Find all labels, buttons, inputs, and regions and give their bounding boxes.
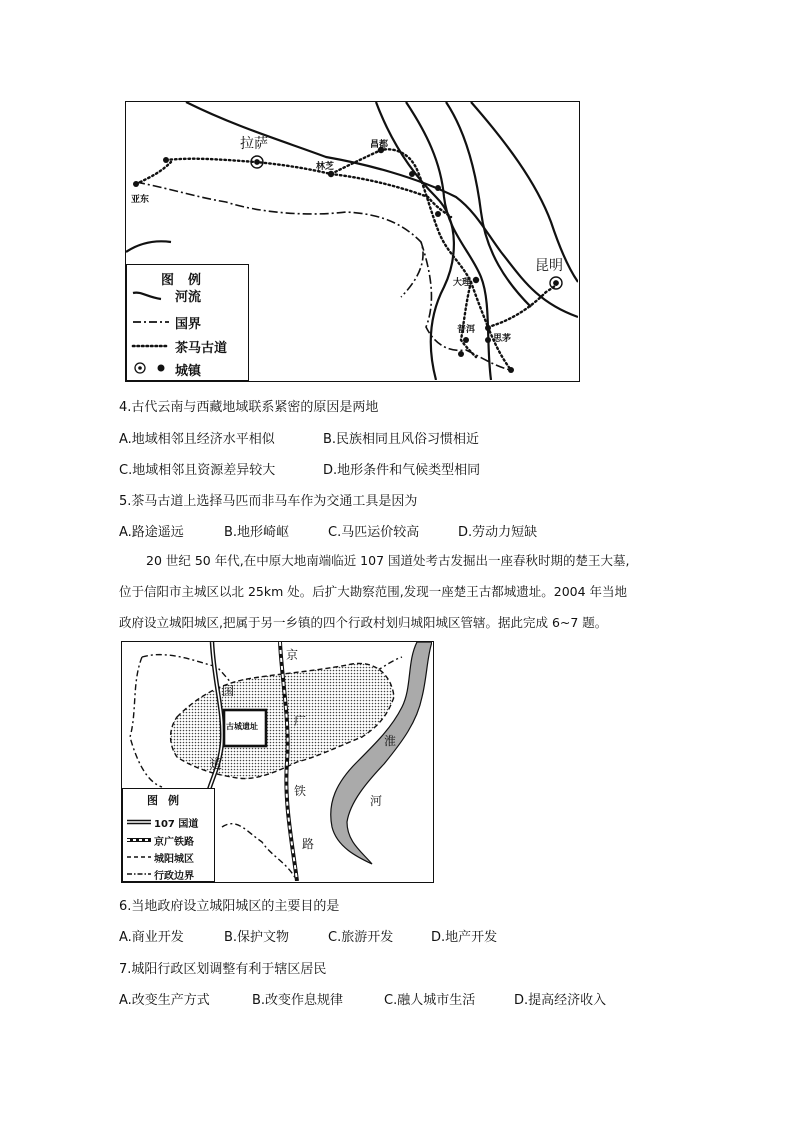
question-5-option-c: C.马匹运价较高: [328, 525, 420, 540]
tea-horse-road-map: [125, 101, 580, 382]
label-dao: 道: [210, 757, 223, 771]
label-dali: 大理: [453, 278, 472, 288]
label-qamdo: 昌都: [370, 140, 389, 150]
question-4-option-d: D.地形条件和气候类型相同: [323, 463, 481, 478]
question-5-option-d: D.劳动力短缺: [458, 525, 538, 540]
label-kunming: 昆明: [535, 258, 563, 274]
map1-legend-road: 茶马古道: [175, 341, 228, 356]
question-7-option-a: A.改变生产方式: [119, 993, 210, 1008]
map1-legend: [126, 264, 249, 381]
question-5-option-a: A.路途遥远: [119, 525, 184, 540]
map2-legend-title: 图例: [147, 794, 189, 807]
map1-legend-border: 国界: [175, 317, 202, 332]
question-6-option-a: A.商业开发: [119, 930, 184, 945]
label-huai: 淮: [384, 734, 397, 748]
map1-legend-town: 城镇: [175, 364, 202, 379]
label-site: 古城遗址: [226, 722, 258, 731]
question-6-option-b: B.保护文物: [224, 930, 290, 945]
label-guo: 国: [222, 684, 235, 698]
question-6-stem: 6.当地政府设立城阳城区的主要目的是: [119, 899, 340, 914]
label-guang: 广: [294, 714, 307, 728]
question-5-option-b: B.地形崎岖: [224, 525, 290, 540]
question-7-option-d: D.提高经济收入: [514, 993, 607, 1008]
question-6-option-d: D.地产开发: [431, 930, 498, 945]
question-4-option-a: A.地域相邻且经济水平相似: [119, 432, 275, 447]
map2-legend: [122, 788, 215, 882]
question-4-option-b: B.民族相同且风俗习惯相近: [323, 432, 480, 447]
label-tie: 铁: [294, 784, 307, 798]
question-7-option-b: B.改变作息规律: [252, 993, 344, 1008]
label-jing: 京: [286, 648, 299, 662]
label-puer: 普洱: [457, 325, 476, 335]
map1-legend-river: 河流: [175, 290, 202, 305]
label-he: 河: [370, 794, 383, 808]
label-simao: 思茅: [493, 334, 512, 344]
question-6-option-c: C.旅游开发: [328, 930, 394, 945]
map2-legend-district: 城阳城区: [154, 854, 194, 865]
question-7-stem: 7.城阳行政区划调整有利于辖区居民: [119, 962, 327, 977]
map2-legend-road: 107 国道: [154, 819, 199, 830]
passage-line-3: 政府设立城阳城区,把属于另一乡镇的四个行政村划归城阳城区管辖。据此完成 6~7 题。: [119, 615, 608, 630]
passage-line-2: 位于信阳市主城区以北 25km 处。后扩大勘察范围,发现一座楚王古都城遗址。2004 年当地: [119, 584, 628, 599]
question-4-option-c: C.地域相邻且资源差异较大: [119, 463, 276, 478]
passage-line-1: 20 世纪 50 年代,在中原大地南端临近 107 国道处考古发掘出一座春秋时期的楚王大墓,: [146, 553, 630, 568]
label-lhasa: 拉萨: [240, 136, 268, 152]
question-5-stem: 5.茶马古道上选择马匹而非马车作为交通工具是因为: [119, 494, 418, 509]
question-7-option-c: C.融人城市生活: [384, 993, 476, 1008]
chengyang-district-map: [121, 641, 434, 883]
label-lu: 路: [302, 837, 315, 851]
map2-legend-boundary: 行政边界: [154, 871, 194, 882]
question-4-stem: 4.古代云南与西藏地域联系紧密的原因是两地: [119, 400, 379, 415]
map2-legend-railway: 京广铁路: [154, 837, 194, 848]
label-nyingchi: 林芝: [316, 162, 335, 172]
label-yadong: 亚东: [131, 195, 150, 205]
map1-legend-title: 图例: [161, 273, 216, 288]
